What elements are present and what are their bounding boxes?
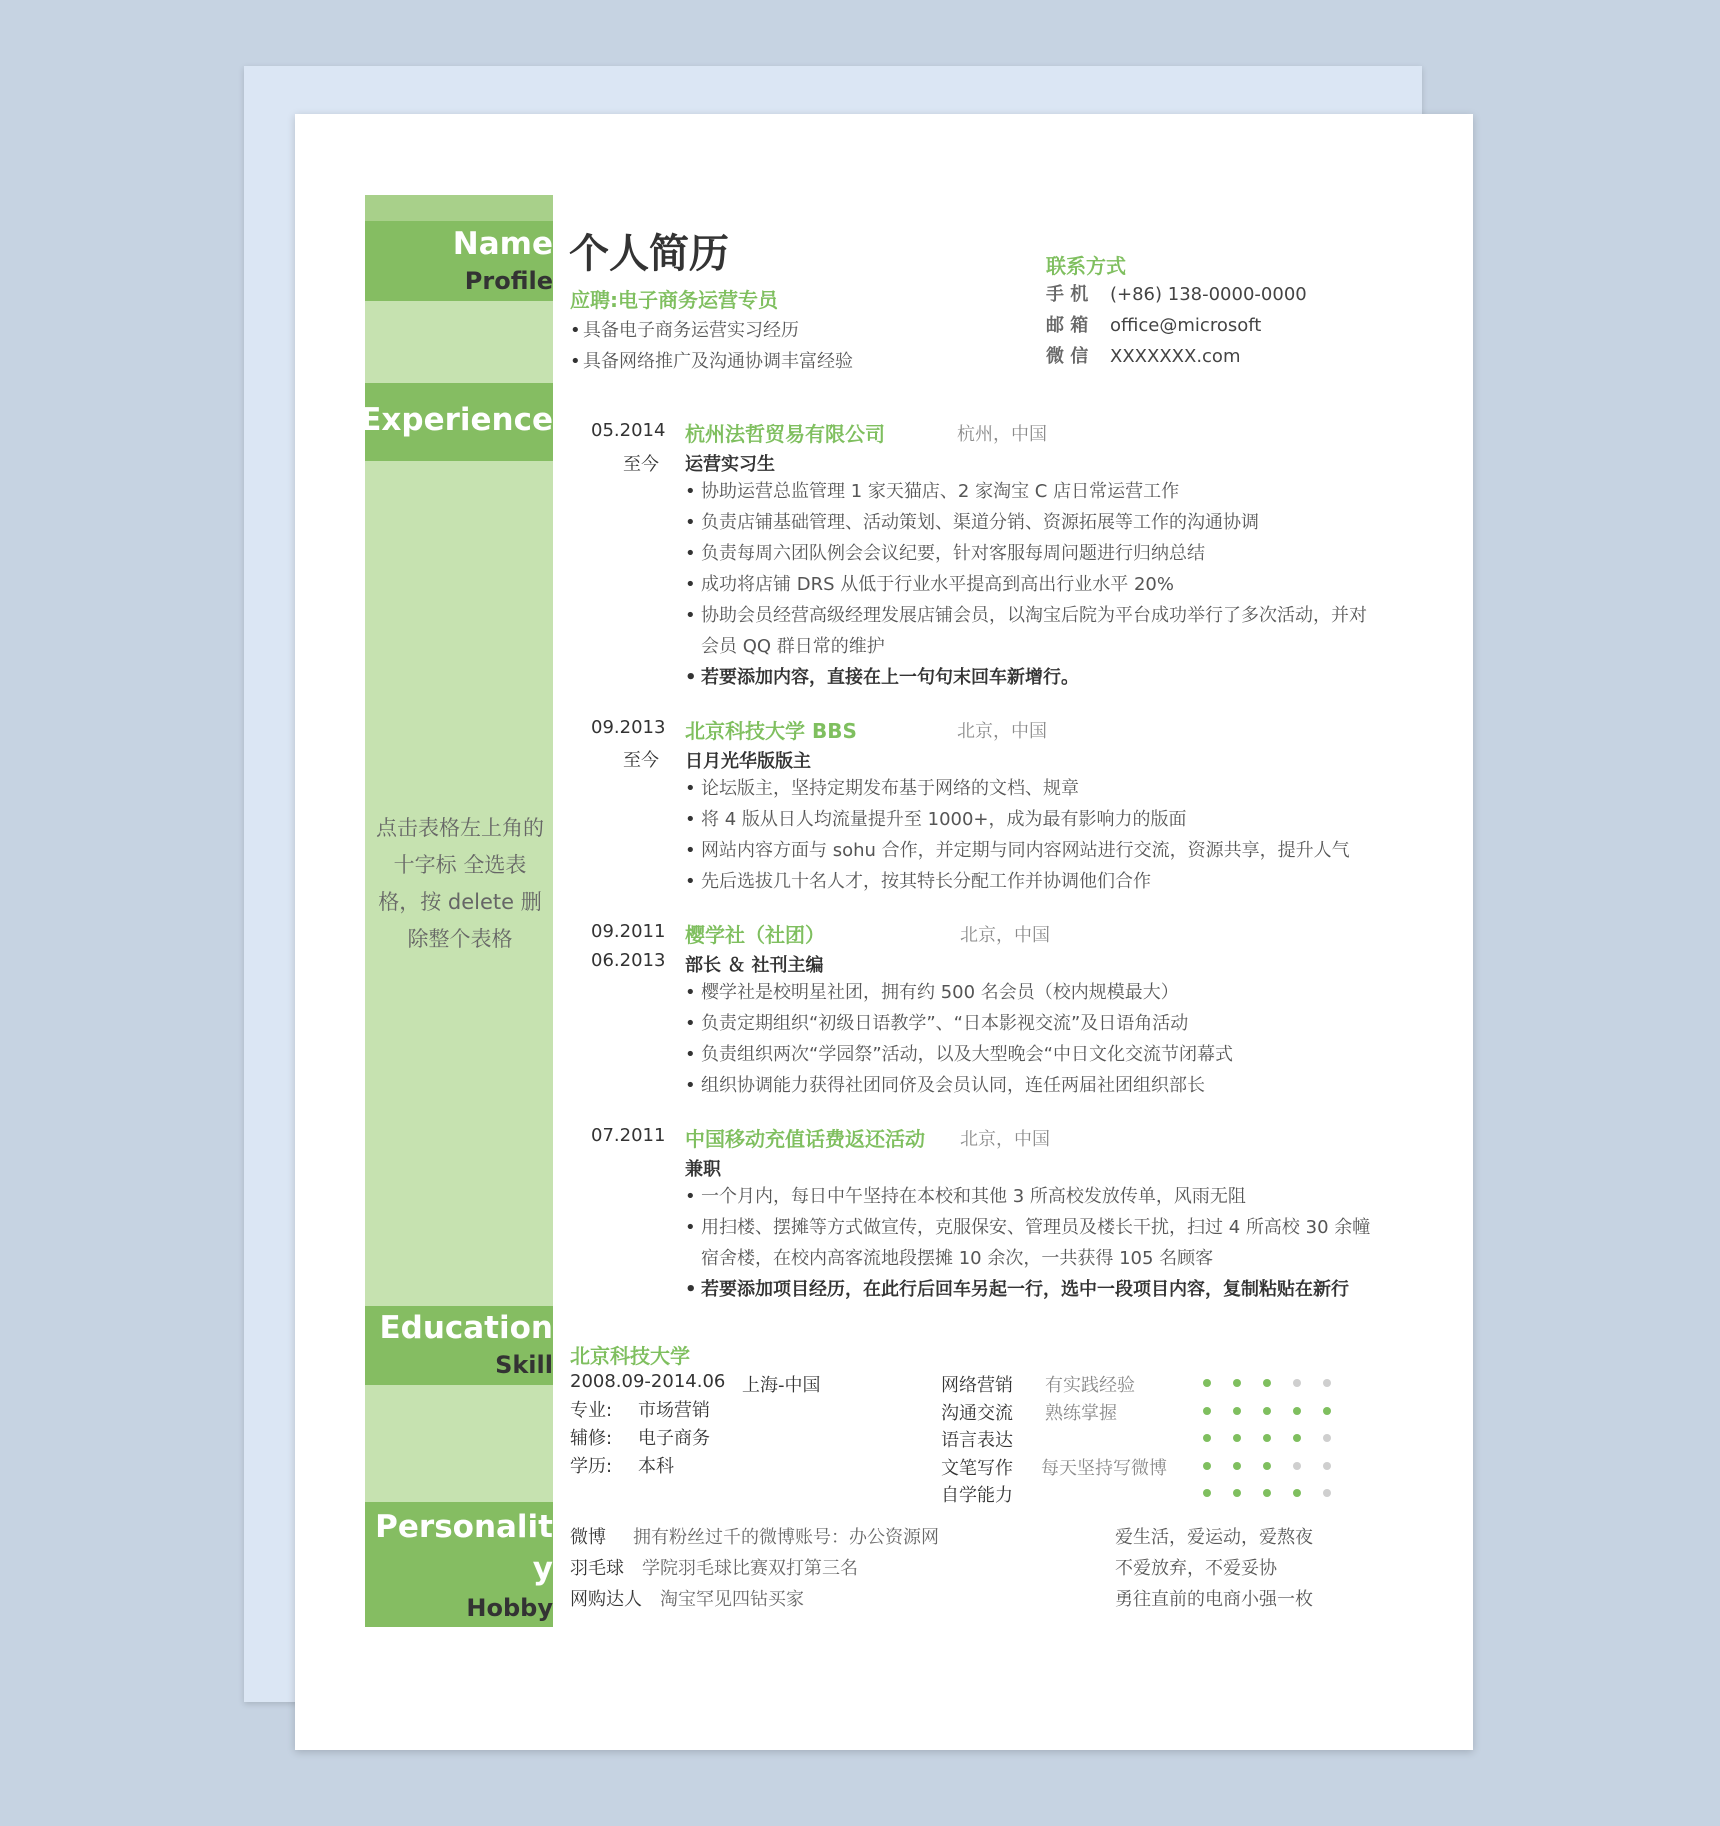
skill-name: 网络营销 bbox=[941, 1375, 1013, 1396]
skill-dot-empty bbox=[1323, 1489, 1331, 1497]
skill-dot-filled bbox=[1203, 1434, 1211, 1442]
education-heading: Education bbox=[379, 1310, 553, 1346]
edu-minor-row bbox=[570, 1424, 710, 1452]
skill-name: 语言表达 bbox=[941, 1430, 1013, 1451]
contact-email: office@microsoft bbox=[1110, 315, 1262, 336]
skill-dot-filled bbox=[1233, 1434, 1241, 1442]
edu-degree-row bbox=[570, 1452, 710, 1480]
skills-table bbox=[941, 1371, 1461, 1509]
skill-row bbox=[941, 1399, 1461, 1427]
resume-page bbox=[295, 114, 1473, 1750]
profile-highlights bbox=[570, 315, 1010, 377]
hobby-list bbox=[570, 1523, 939, 1616]
skill-dot-empty bbox=[1293, 1379, 1301, 1387]
hobby-row bbox=[570, 1523, 939, 1554]
skill-dot-filled bbox=[1233, 1489, 1241, 1497]
skill-dot-empty bbox=[1293, 1462, 1301, 1470]
edu-major-row bbox=[570, 1396, 710, 1424]
exp-company: 杭州法哲贸易有限公司 bbox=[685, 422, 885, 446]
sidebar-top-band bbox=[365, 195, 553, 223]
skill-dot-filled bbox=[1233, 1379, 1241, 1387]
skill-dot-filled bbox=[1233, 1407, 1241, 1415]
exp-bullets bbox=[685, 977, 1375, 1101]
exp-location: 北京，中国 bbox=[960, 1129, 1050, 1150]
exp-date-start: 09.2011 bbox=[591, 921, 666, 942]
exp-bullet-hint: • 若要添加项目经历，在此行后回车另起一行，选中一段项目内容，复制粘贴在新行 bbox=[685, 1274, 1375, 1305]
exp-bullet: • 负责定期组织“初级日语教学”、“日本影视交流”及日语角活动 bbox=[685, 1008, 1375, 1039]
contact-label: 手 机 bbox=[1046, 284, 1089, 305]
exp-role: 运营实习生 bbox=[685, 454, 775, 475]
skill-dot-filled bbox=[1293, 1489, 1301, 1497]
profile-subheading: Profile bbox=[464, 267, 553, 295]
exp-role: 兼职 bbox=[685, 1159, 721, 1180]
skill-dot-empty bbox=[1323, 1379, 1331, 1387]
exp-location: 北京，中国 bbox=[957, 721, 1047, 742]
hobby-name: 网购达人 bbox=[570, 1589, 642, 1610]
skill-dot-empty bbox=[1323, 1434, 1331, 1442]
contact-phone: (+86) 138-0000-0000 bbox=[1110, 284, 1307, 305]
skill-row bbox=[941, 1426, 1461, 1454]
skill-dot-filled bbox=[1263, 1434, 1271, 1442]
hobby-desc: 学院羽毛球比赛双打第三名 bbox=[642, 1558, 858, 1579]
skill-dot-filled bbox=[1203, 1462, 1211, 1470]
page-title: 个人简历 bbox=[569, 231, 729, 277]
exp-bullet: • 成功将店铺 DRS 从低于行业水平提高到高出行业水平 20% bbox=[685, 569, 1375, 600]
hobby-row bbox=[570, 1585, 939, 1616]
hobby-desc: 淘宝罕见四钻买家 bbox=[660, 1589, 804, 1610]
exp-bullet: • 先后选拔几十名人才，按其特长分配工作并协调他们合作 bbox=[685, 866, 1375, 897]
personality-item: 不爱放弃，不爱妥协 bbox=[1115, 1558, 1277, 1579]
exp-bullet: • 负责每周六团队例会会议纪要，针对客服每周问题进行归纳总结 bbox=[685, 538, 1375, 569]
skill-dot-filled bbox=[1203, 1379, 1211, 1387]
sidebar-note: 点击表格左上角的 十字标 全选表格，按 delete 删除整个表格 bbox=[376, 816, 544, 951]
skill-name: 文笔写作 bbox=[941, 1457, 1013, 1479]
exp-bullets bbox=[685, 773, 1375, 897]
exp-bullet: • 负责店铺基础管理、活动策划、渠道分销、资源拓展等工作的沟通协调 bbox=[685, 507, 1375, 538]
exp-date-start: 09.2013 bbox=[591, 717, 666, 738]
skill-dot-filled bbox=[1323, 1407, 1331, 1415]
exp-bullet-hint: • 若要添加内容，直接在上一句句末回车新增行。 bbox=[685, 662, 1375, 693]
edu-details bbox=[570, 1396, 710, 1480]
edu-school: 北京科技大学 bbox=[570, 1344, 690, 1368]
skill-subheading: Skill bbox=[495, 1351, 553, 1379]
skill-dot-filled bbox=[1263, 1407, 1271, 1415]
hobby-name: 微博 bbox=[570, 1527, 606, 1548]
edu-label: 专业: bbox=[570, 1400, 613, 1421]
exp-bullet: • 协助运营总监管理 1 家天猫店、2 家淘宝 C 店日常运营工作 bbox=[685, 476, 1375, 507]
hobby-subheading: Hobby bbox=[466, 1594, 553, 1622]
contact-label: 微 信 bbox=[1046, 346, 1089, 367]
personality-list bbox=[1115, 1523, 1313, 1616]
skill-dot-filled bbox=[1293, 1434, 1301, 1442]
exp-bullet: • 一个月内，每日中午坚持在本校和其他 3 所高校发放传单，风雨无阻 bbox=[685, 1181, 1375, 1212]
exp-date-end: 至今 bbox=[623, 750, 659, 771]
personality-heading: Personalit y bbox=[375, 1509, 553, 1587]
edu-value: 本科 bbox=[638, 1456, 674, 1477]
exp-bullet: • 用扫楼、摆摊等方式做宣传，克服保安、管理员及楼长干扰，扫过 4 所高校 30 余幢宿舍楼，在校内高客流地段摆摊 10 余次，一共获得 105 名顾客 bbox=[685, 1212, 1375, 1274]
skill-note: 熟练掌握 bbox=[1045, 1402, 1117, 1424]
hobby-desc: 拥有粉丝过千的微博账号：办公资源网 bbox=[633, 1527, 939, 1548]
exp-location: 北京，中国 bbox=[960, 925, 1050, 946]
exp-bullet: • 将 4 版从日人均流量提升至 1000+，成为最有影响力的版面 bbox=[685, 804, 1375, 835]
exp-date-end: 06.2013 bbox=[591, 950, 666, 971]
skill-row bbox=[941, 1454, 1461, 1482]
skill-dot-filled bbox=[1263, 1489, 1271, 1497]
exp-bullets bbox=[685, 476, 1375, 693]
skill-row bbox=[941, 1371, 1461, 1399]
exp-company: 中国移动充值话费返还活动 bbox=[685, 1127, 925, 1151]
exp-company: 樱学社（社团） bbox=[685, 923, 825, 947]
skill-dot-filled bbox=[1203, 1407, 1211, 1415]
skill-dot-filled bbox=[1263, 1379, 1271, 1387]
exp-role: 日月光华版版主 bbox=[685, 751, 811, 772]
contact-email-row bbox=[1046, 311, 1307, 342]
exp-role: 部长 ＆ 社刊主编 bbox=[685, 955, 824, 976]
edu-label: 学历: bbox=[570, 1456, 613, 1477]
contact-list bbox=[1046, 280, 1307, 373]
exp-bullet: • 樱学社是校明星社团，拥有约 500 名会员（校内规模最大） bbox=[685, 977, 1375, 1008]
exp-company: 北京科技大学 BBS bbox=[685, 719, 857, 743]
skill-note: 有实践经验 bbox=[1045, 1375, 1135, 1396]
exp-bullet: • 组织协调能力获得社团同侪及会员认同，连任两届社团组织部长 bbox=[685, 1070, 1375, 1101]
name-heading: Name bbox=[452, 226, 553, 262]
skill-dot-filled bbox=[1203, 1489, 1211, 1497]
skill-dot-empty bbox=[1323, 1462, 1331, 1470]
contact-label: 邮 箱 bbox=[1046, 315, 1089, 336]
exp-date-end: 至今 bbox=[623, 454, 659, 475]
applied-position: 应聘:电子商务运营专员 bbox=[570, 288, 778, 312]
contact-phone-row bbox=[1046, 280, 1307, 311]
edu-period: 2008.09-2014.06 bbox=[570, 1371, 726, 1392]
skill-dot-filled bbox=[1293, 1407, 1301, 1415]
skill-note: 每天坚持写微博 bbox=[1041, 1457, 1167, 1479]
exp-bullet: • 网站内容方面与 sohu 合作，并定期与同内容网站进行交流，资源共享，提升人气 bbox=[685, 835, 1375, 866]
skill-name: 沟通交流 bbox=[941, 1402, 1013, 1424]
edu-label: 辅修: bbox=[570, 1428, 613, 1449]
skill-dot-filled bbox=[1263, 1462, 1271, 1470]
contact-title: 联系方式 bbox=[1046, 254, 1126, 278]
edu-value: 电子商务 bbox=[638, 1428, 710, 1449]
exp-date-start: 05.2014 bbox=[591, 420, 666, 441]
skill-dot-filled bbox=[1233, 1462, 1241, 1470]
experience-heading: Experience bbox=[360, 402, 553, 438]
exp-bullet: • 负责组织两次“学园祭”活动，以及大型晚会“中日文化交流节闭幕式 bbox=[685, 1039, 1375, 1070]
skill-row bbox=[941, 1481, 1461, 1509]
highlight-item: • 具备电子商务运营实习经历 bbox=[570, 315, 1010, 346]
highlight-item: • 具备网络推广及沟通协调丰富经验 bbox=[570, 346, 1010, 377]
personality-item: 勇往直前的电商小强一枚 bbox=[1115, 1589, 1313, 1610]
exp-location: 杭州，中国 bbox=[957, 424, 1047, 445]
exp-date-start: 07.2011 bbox=[591, 1125, 666, 1146]
hobby-name: 羽毛球 bbox=[570, 1558, 624, 1579]
contact-wechat: XXXXXXX.com bbox=[1110, 346, 1241, 367]
exp-bullet: • 论坛版主，坚持定期发布基于网络的文档、规章 bbox=[685, 773, 1375, 804]
skill-name: 自学能力 bbox=[941, 1485, 1013, 1506]
edu-place: 上海-中国 bbox=[742, 1375, 821, 1396]
contact-wechat-row bbox=[1046, 342, 1307, 373]
personality-item: 爱生活，爱运动，爱熬夜 bbox=[1115, 1527, 1313, 1548]
exp-bullets bbox=[685, 1181, 1375, 1305]
exp-bullet: • 协助会员经营高级经理发展店铺会员，以淘宝后院为平台成功举行了多次活动，并对会员 QQ 群日常的维护 bbox=[685, 600, 1375, 662]
edu-value: 市场营销 bbox=[638, 1400, 710, 1421]
hobby-row bbox=[570, 1554, 939, 1585]
